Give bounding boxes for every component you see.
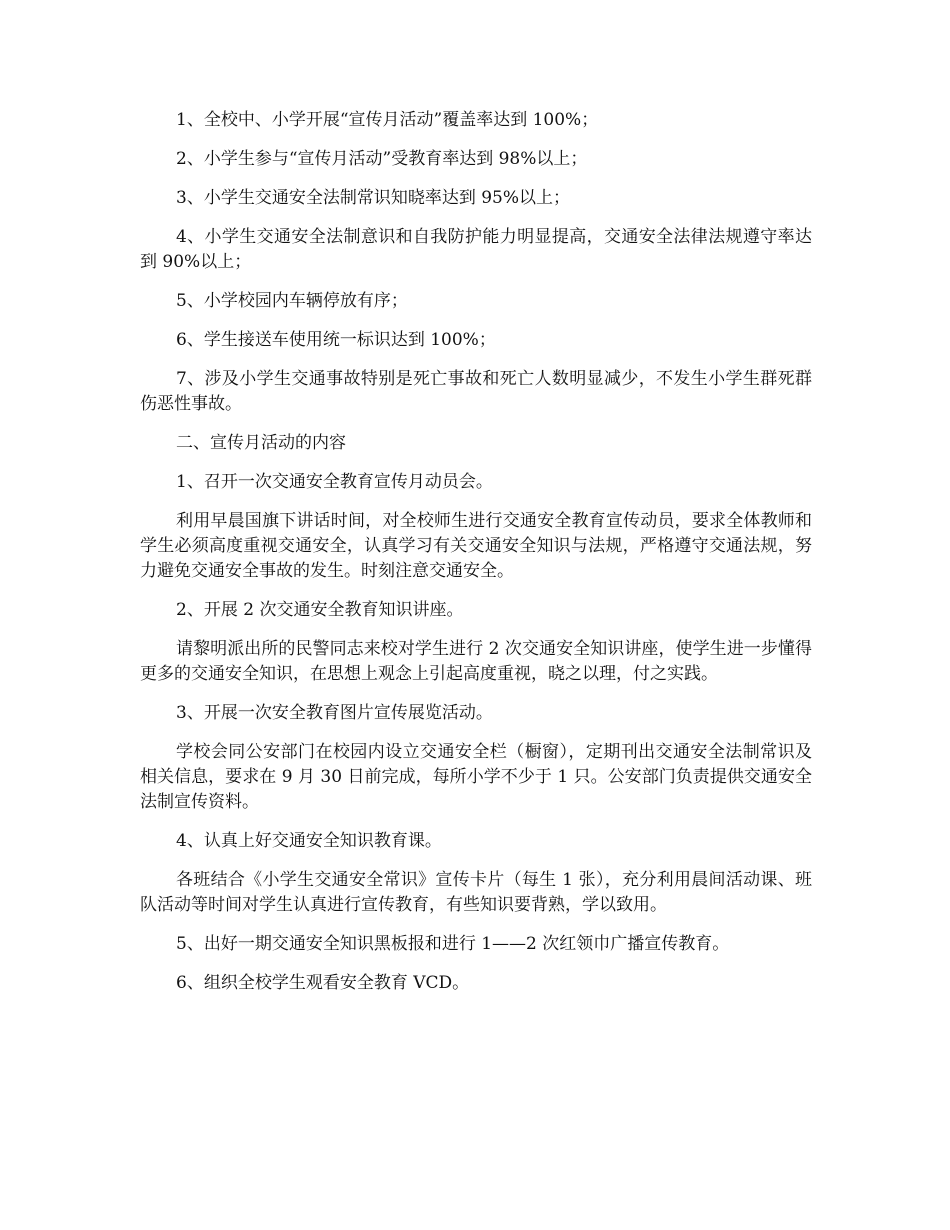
document-body [140, 108, 812, 1010]
activity-4-body: 各班结合《小学生交通安全常识》宣传卡片（每生 1 张），充分利用晨间活动课、班队活动等时间对学生认真进行宣传教育，有些知识要背熟，学以致用。 [140, 870, 812, 915]
activity-3-body: 学校会同公安部门在校园内设立交通安全栏（橱窗），定期刊出交通安全法制常识及相关信息，要求在 9 月 30 日前完成，每所小学不少于 1 只。公安部门负责提供交通安全法制宣传资料。 [140, 742, 812, 812]
activity-1-body: 利用早晨国旗下讲话时间，对全校师生进行交通安全教育宣传动员，要求全体教师和学生必须高度重视交通安全，认真学习有关交通安全知识与法规，严格遵守交通法规，努力避免交通安全事故的发生。时刻注意交通安全。 [140, 511, 812, 581]
paragraph-goal-7: 7、涉及小学生交通事故特别是死亡事故和死亡人数明显减少，不发生小学生群死群伤恶性事故。 [140, 369, 812, 414]
paragraph-goal-5: 5、小学校园内车辆停放有序； [176, 291, 408, 311]
activity-6-title: 6、组织全校学生观看安全教育 VCD。 [176, 973, 470, 993]
activity-2-title: 2、开展 2 次交通安全教育知识讲座。 [176, 600, 464, 620]
activity-5-title: 5、出好一期交通安全知识黑板报和进行 1——2 次红领巾广播宣传教育。 [176, 934, 730, 954]
activity-3-title: 3、开展一次安全教育图片宣传展览活动。 [176, 703, 493, 723]
paragraph-goal-1: 1、全校中、小学开展“宣传月活动”覆盖率达到 100%； [176, 110, 599, 130]
paragraph-goal-6: 6、学生接送车使用统一标识达到 100%； [176, 330, 496, 350]
activity-2-body: 请黎明派出所的民警同志来校对学生进行 2 次交通安全知识讲座，使学生进一步懂得更多的交通安全知识，在思想上观念上引起高度重视，晓之以理，付之实践。 [140, 639, 812, 684]
activity-1-title: 1、召开一次交通安全教育宣传月动员会。 [176, 472, 493, 492]
paragraph-goal-4: 4、小学生交通安全法制意识和自我防护能力明显提高，交通安全法律法规遵守率达到 90%以上； [140, 227, 812, 272]
paragraph-goal-2: 2、小学生参与“宣传月活动”受教育率达到 98%以上； [176, 149, 588, 169]
activity-4-title: 4、认真上好交通安全知识教育课。 [176, 831, 442, 851]
paragraph-goal-3: 3、小学生交通安全法制常识知晓率达到 95%以上； [176, 188, 571, 208]
section-heading-activities: 二、宣传月活动的内容 [176, 433, 346, 453]
